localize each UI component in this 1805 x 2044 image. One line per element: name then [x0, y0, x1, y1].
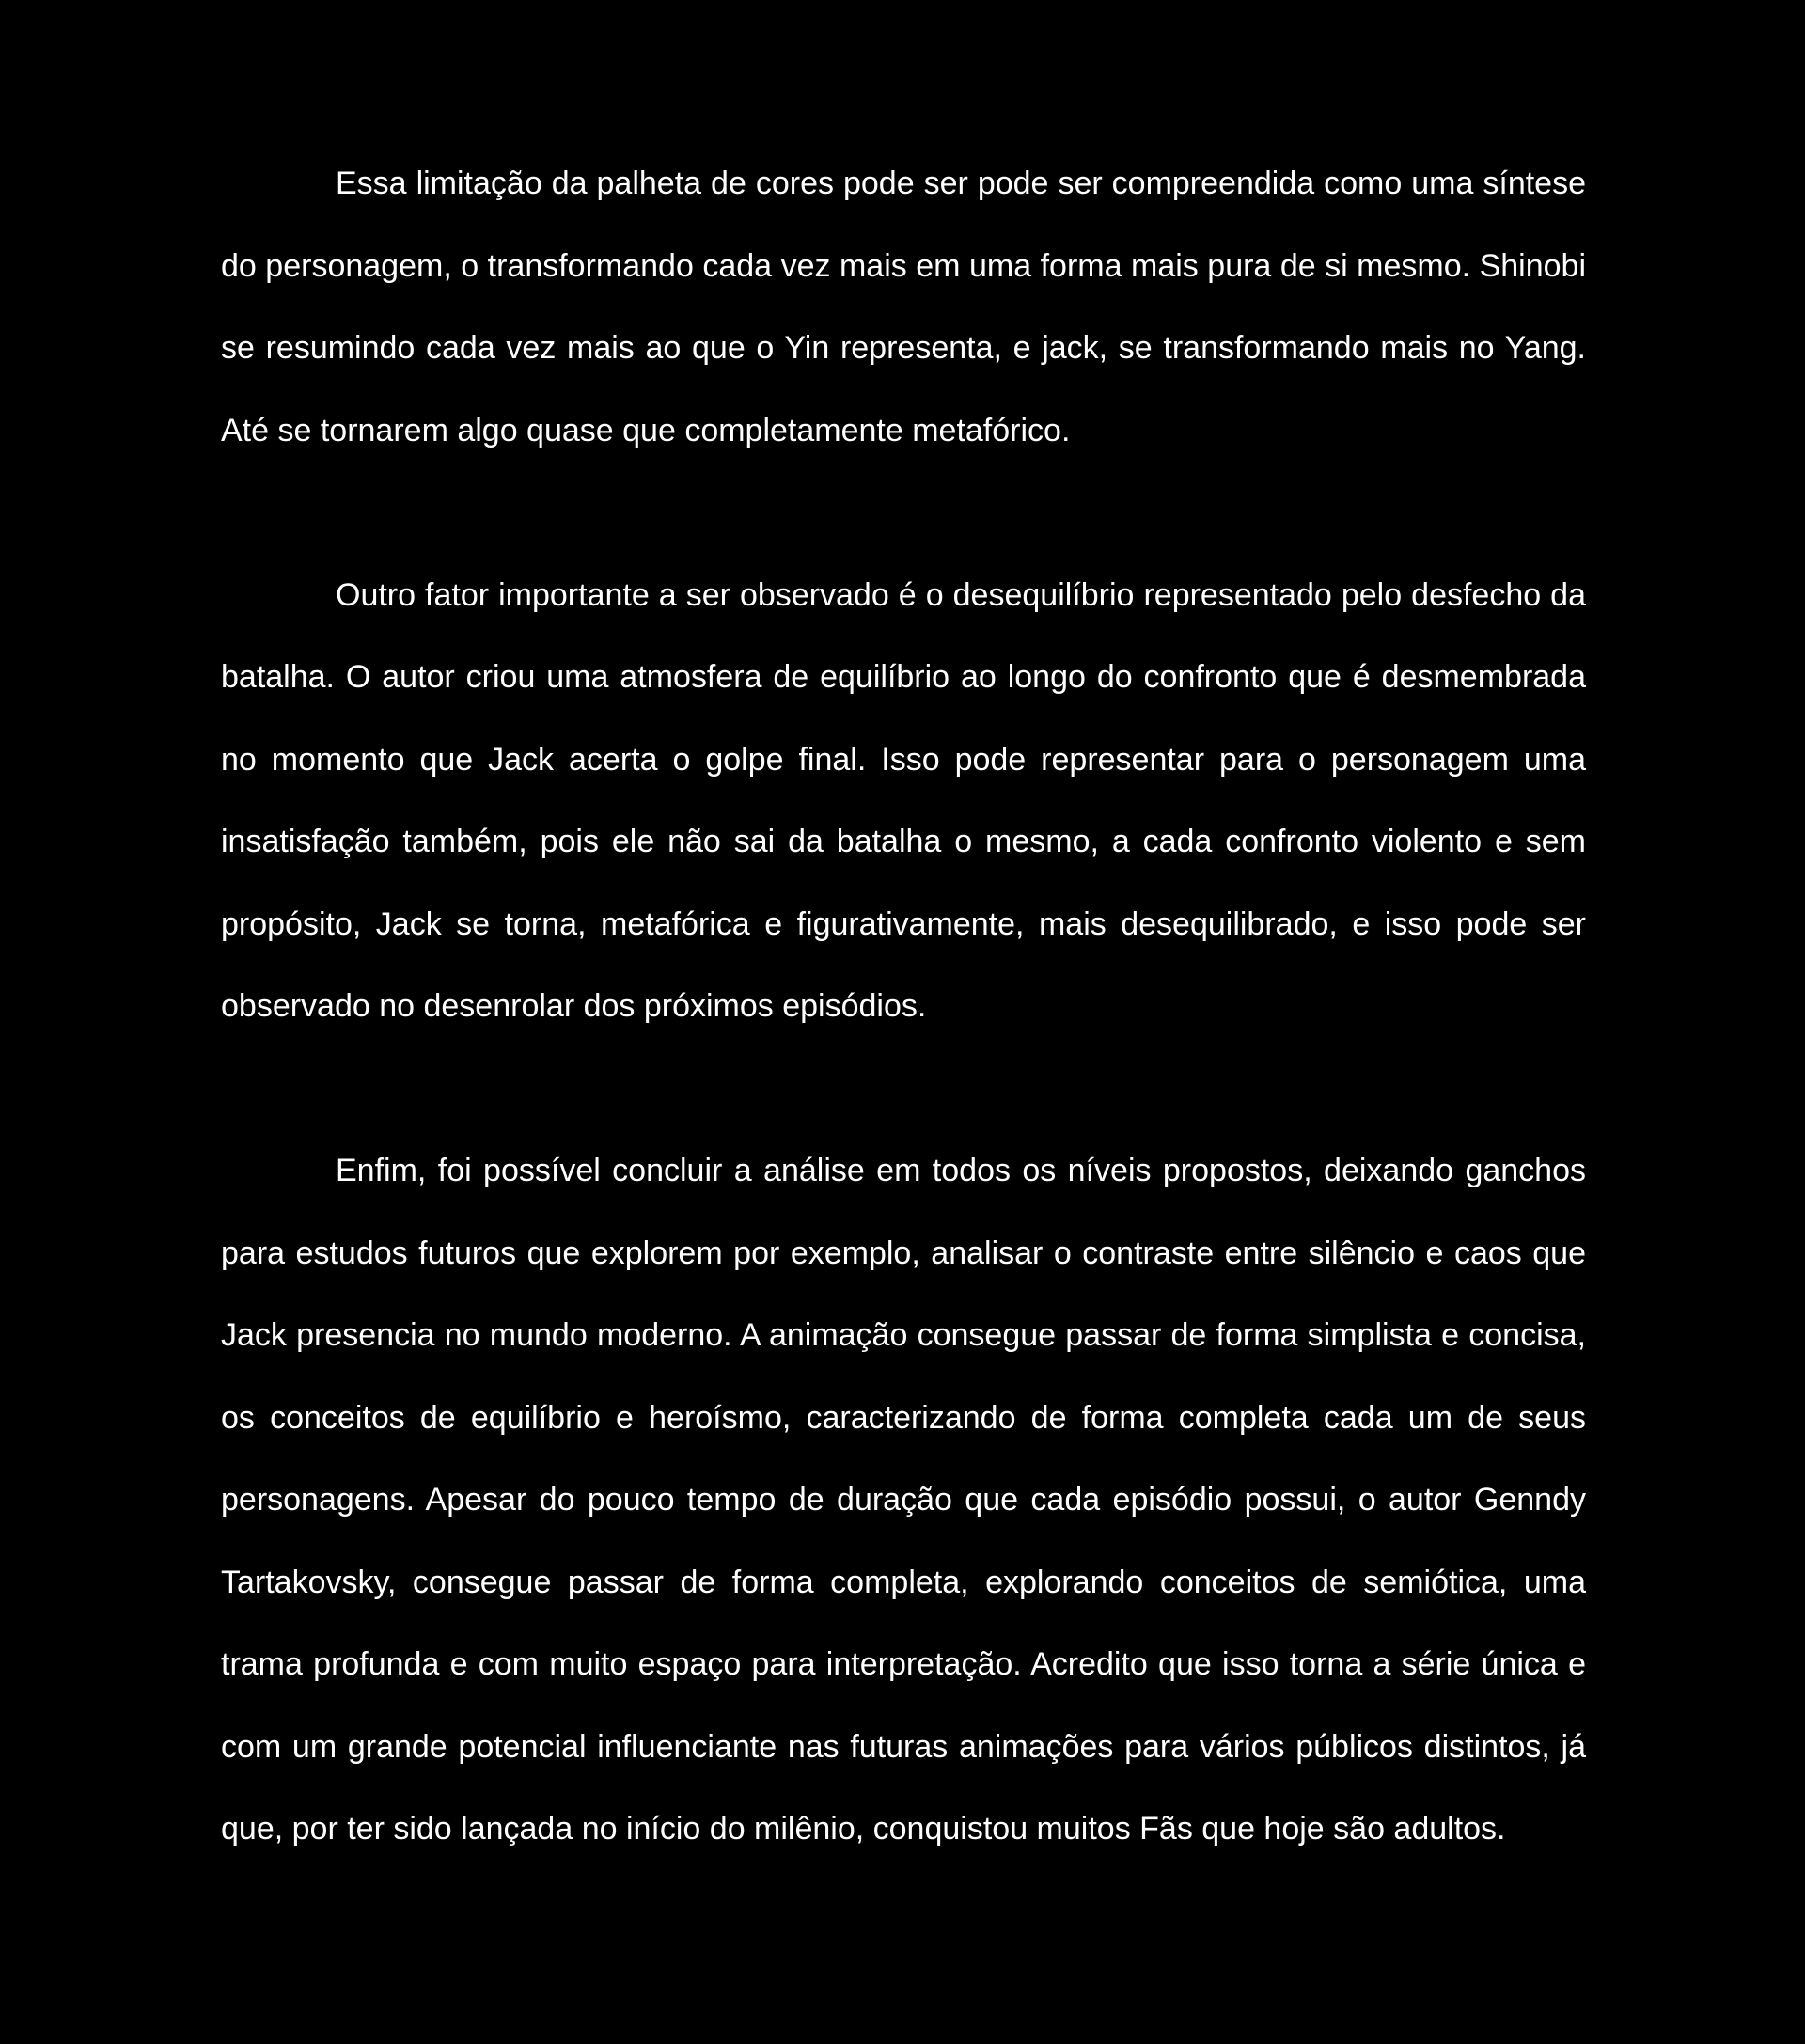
body-text: [221, 143, 1586, 1871]
paragraph-conclusion: Enfim, foi possível concluir a análise em todos os níveis propostos, deixando ganchos para estudos futuros que explorem por exemplo, analisar o contraste entre silêncio e caos que Jack presencia no mundo moderno. A animação consegue passar de forma simplista e concisa, os conceitos de equilíbrio e heroísmo, caracterizando de forma completa cada um de seus personagens. Apesar do pouco tempo de duração que cada episódio possui, o autor Genndy Tartakovsky, consegue passar de forma completa, explorando conceitos de semiótica, uma trama profunda e com muito espaço para interpretação. Acredito que isso torna a série única e com um grande potencial influenciante nas futuras animações para vários públicos distintos, já que, por ter sido lançada no início do milênio, conquistou muitos Fãs que hoje são adultos.: [221, 1153, 1586, 1847]
paragraph-color-palette: Essa limitação da palheta de cores pode ser pode ser compreendida como uma síntese do personagem, o transformando cada vez mais em uma forma mais pura de si mesmo. Shinobi se resumindo cada vez mais ao que o Yin representa, e jack, se transformando mais no Yang. Até se tornarem algo quase que completamente metafórico.: [221, 165, 1586, 448]
paragraph-imbalance: Outro fator importante a ser observado é o desequilíbrio representado pelo desfecho da batalha. O autor criou uma atmosfera de equilíbrio ao longo do confronto que é desmembrada no momento que Jack acerta o golpe final. Isso pode representar para o personagem uma insatisfação também, pois ele não sai da batalha o mesmo, a cada confronto violento e sem propósito, Jack se torna, metafórica e figurativamente, mais desequilibrado, e isso pode ser observado no desenrolar dos próximos episódios.: [221, 576, 1586, 1024]
